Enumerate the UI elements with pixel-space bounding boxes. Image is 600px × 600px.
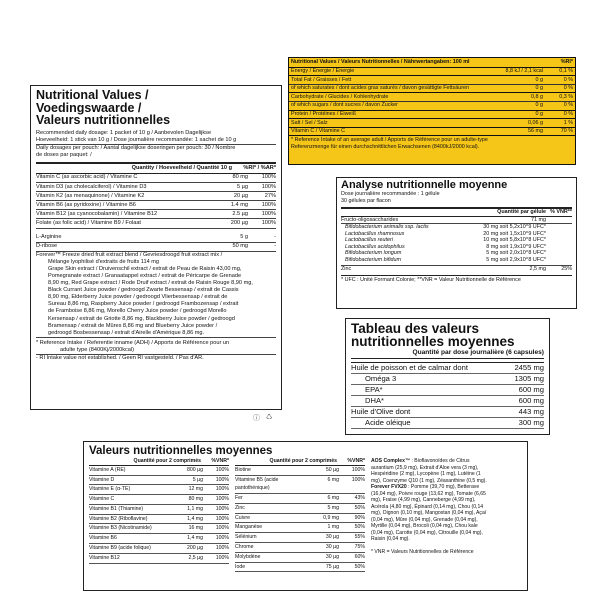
table-row: [351, 396, 544, 407]
nutrient-ri: 0,1 %: [559, 68, 573, 75]
panel-title: Tableau des valeurs nutritionnelles moyennes: [351, 321, 515, 349]
nutrient-amount: 20 µg: [233, 192, 248, 199]
nutrient-name: Sélénium: [235, 534, 257, 541]
table-row: [341, 265, 572, 273]
table-row: [36, 243, 276, 252]
nutrient-name: Fer: [235, 495, 243, 502]
dosage-text: Recommended daily dosage: 1 packet of 10 g / Aanbevolen Dagelijkse Hoeveelheid: 1 stick van 10 g / Dose journalière recommandée: 1 sachet de 10 g Daily dosages per pouch: / Aantal dagelijkse doseringen per pouch: 30 / Nombre de doses par paquet: /: [36, 130, 276, 159]
nutrition-panel-omega: [345, 318, 550, 435]
nutrient-amount: 5 mg: [327, 504, 339, 511]
nutrient-name: Vitamine B5 (acide pantothénique): [235, 476, 279, 492]
nutrition-panel-yellow: [288, 57, 576, 165]
nutrient-name: Vitamin B6 (as pyridoxine) / Vitamine B6: [36, 201, 136, 208]
nutrient-vnr: 100%: [215, 505, 229, 512]
blurb-line: mg), Coenzyme Q10 (1 mg), Zéaxanthine (0,5 mg).: [371, 477, 487, 484]
nutrient-amount: 1,4 mg: [187, 535, 203, 542]
table-row: [89, 476, 229, 486]
blurb-line: (0,04 mg), Carotte (0,04 mg), Citrouille (0,04 mg),: [371, 529, 483, 536]
nutrient-name: Vitamine B9 (acide folique): [89, 545, 151, 552]
blend-line: Grape Skin extract / Druivenschil extract / extrait de Peau de Raisin 43,00 mg,: [48, 265, 242, 272]
nutrient-ri: 0 %: [563, 85, 573, 92]
nutrition-panel-probiotic: [336, 177, 577, 309]
ingredient-name: Fructo-oligosaccharides: [341, 216, 399, 223]
nutrient-amount: 600 mg: [518, 396, 544, 405]
table-row: [351, 407, 544, 418]
dosage-text: Dose journalière recommandée : 1 gélule 30 gélules par flacon: [341, 191, 440, 204]
nutrient-ri: 100%: [261, 210, 276, 217]
table-header: Nutritional Values / Valeurs Nutritionnelles / Nährwertangaben: 100 ml %RI*: [289, 58, 575, 68]
table-row: [89, 554, 229, 564]
nutrient-amount: 0 g: [535, 76, 543, 83]
nutrient-amount: 50 mg: [232, 243, 248, 250]
nutrient-amount: 12 mg: [188, 486, 203, 493]
blurb-line: aurantium (25,9 mg), Extrait d'Aloe vera (3 mg),: [371, 464, 479, 471]
table-row: [289, 128, 575, 137]
nutrient-name: Zinc: [235, 504, 245, 511]
nutrient-ri: 100%: [261, 201, 276, 208]
nutrient-ri: 0,3 %: [559, 93, 573, 100]
blurb-line: mg), Fraise (4,99 mg), Canneberge (4,99 mg),: [371, 497, 476, 503]
blend-line: gedroogd Bosbessensap / extrait d'Airelle d'Amérique 8,86 mg.: [48, 329, 205, 336]
nutrient-name: Vitamine E (α-TE): [89, 486, 131, 493]
table-row: [289, 93, 575, 102]
nutrient-amount: 16 mg: [188, 525, 203, 532]
blurb-line: Acérola (4,80 mg), Épinard (0,14 mg), Chou (0,14: [371, 503, 484, 510]
nutrient-amount: 30 µg: [325, 553, 339, 560]
vitamin-table: Quantité pour 2 comprimés %VNR* Vitamine A (RE) 800 µg 100% Vitamine D 5 µg 100% Vitamine E (α-TE) 12 mg 100% Vitamine C 80 mg 100% Vitamine B1 (Thiamine) 1,1 mg 100% Vitamine B2 (Riboflavine) 1,4 mg 100% Vitamine B3 (Nicotinamide) 16 mg 100% Vitamine B6 1,4 mg 100% Vitamine B9 (acide folique) 200 µg 100% Vitamine B12 2,5 µg 100%: [89, 458, 229, 572]
nutrient-amount: 1305 mg: [514, 374, 544, 383]
blend-line: Forever™ Freeze dried fruit extract blend / Gevriesdroogd fruit extract mix /: [36, 251, 223, 258]
nutrient-amount: 30 µg: [325, 544, 339, 551]
table-row: [341, 217, 572, 225]
nutrient-amount: 2.5 µg: [232, 210, 248, 217]
blend-line: Kersensap / extrait de Griotte 8,86 mg, Blackberry Juice powder / gedroogd: [48, 315, 235, 322]
table-row: [289, 76, 575, 85]
nutrient-name: Huile de poisson et de calmar dont: [351, 363, 468, 372]
nutrient-vnr: 100%: [215, 525, 229, 532]
ingredient-name: Lactobacillus reuteri: [345, 237, 393, 243]
nutrient-amount: 600 mg: [518, 385, 544, 394]
table-row: [351, 418, 544, 429]
blend-line: Mélange lyophilisé d'extraits de fruits 114 mg: [48, 258, 160, 265]
nutrient-name: Vitamin B12 (as cyanocobalamin) / Vitamine B12: [36, 210, 158, 217]
panel-title: Analyse nutritionnelle moyenne: [341, 179, 508, 191]
nutrient-name: Huile d'Olive dont: [351, 407, 411, 416]
blend-line: 8,90 mg, Elderberry Juice powder / gedroogd Vlierbessensap / extrait de: [48, 294, 228, 301]
nutrient-name: Carbohydrate / Glucides / Kohlenhydrate: [291, 93, 389, 100]
nutrient-amount: 75 µg: [325, 563, 339, 570]
nutrient-name: Molybdène: [235, 553, 261, 560]
table-row: [89, 515, 229, 525]
nutrient-ri: 1 %: [563, 119, 573, 126]
nutrient-name: Vitamine B12: [89, 554, 120, 561]
nutrient-vnr: 50%: [354, 504, 365, 511]
table-row: [235, 533, 365, 543]
footnote: * Reference Intake of an average adult / Apports de Référence pour un adulte-type Referenzmenge für einen durchschnittlichen Erwachsenen (8400kJ/2000 kcal).: [291, 137, 488, 150]
nutrient-amount: 1,4 mg: [187, 515, 203, 522]
nutrient-vnr: 100%: [351, 476, 365, 483]
ingredient-name: Zinc: [341, 266, 352, 272]
blurb-line: AOS Complex™ : Bioflavonoïdes de Citrus: [371, 458, 470, 464]
blend-name: Forever FVX20: [371, 484, 407, 490]
nutrient-name: Total Fat / Graisses / Fett: [291, 76, 352, 83]
table-row: [351, 362, 544, 374]
nutrient-name: Chrome: [235, 544, 254, 551]
ingredient-vnr: 25%: [561, 266, 572, 272]
nutrient-vnr: 50%: [354, 563, 365, 570]
table-row: [289, 68, 575, 77]
table-row: [89, 544, 229, 554]
table-row: [89, 495, 229, 505]
nutrient-name: DHA*: [365, 396, 384, 405]
ingredient-amount: 30 mg soit 5,2x10^9 UFC*: [483, 224, 546, 230]
nutrient-name: Vitamin D3 (as cholecalciferol) / Vitamine D3: [36, 183, 147, 190]
blend-line: Pomegranate extract / Granaatappel extract / extrait de Péricarpe de Grenade: [48, 273, 242, 279]
nutrient-vnr: 75%: [354, 544, 365, 551]
nutrient-name: EPA*: [365, 385, 383, 394]
nutrient-name: Folate (as folic acid) / Vitamine B9 / Folaat: [36, 219, 141, 226]
nutrient-amount: 6 mg: [327, 495, 339, 502]
nutrient-name: D-ribose: [36, 243, 58, 250]
nutrient-amount: 0,9 mg: [323, 514, 339, 521]
ingredient-amount: 20 mg soit 1,5x10^9 UFC*: [483, 230, 546, 237]
blurb-line: mg), Oignon (0,10 mg), Mangostan (0,04 mg), Açaï: [371, 510, 487, 516]
nutrient-amount: 0,8 g: [531, 93, 543, 100]
nutrient-ri: 100%: [261, 183, 276, 190]
nutrient-amount: 1.4 mg: [230, 201, 248, 208]
nutrient-name: of which saturates / dont acides gras saturés / davon gesättigte Fettsäuren: [291, 85, 469, 92]
nutrient-name: Oméga 3: [365, 374, 397, 383]
nutrient-name: Vitamin C (as ascorbic acid) / Vitamine C: [36, 174, 138, 181]
reference-notes: [36, 340, 276, 362]
ingredient-name: Lactobacillus rhamnosus: [345, 230, 405, 237]
panel-subtitle: Quantité par dose journalière (6 capsules): [351, 349, 544, 359]
nutrient-name: Vitamine C: [89, 496, 115, 503]
nutrient-name: Manganèse: [235, 524, 263, 531]
ingredient-vnr: [546, 257, 572, 264]
nutrient-name: Energy / Énergie / Energie: [291, 68, 355, 75]
nutrient-name: Vitamine B2 (Riboflavine): [89, 515, 148, 522]
footnote: * UFC : Unité Formant Colonie; **VNR = Valeur Nutritionnelle de Référence: [341, 275, 572, 284]
nutrient-name: Cuivre: [235, 514, 250, 521]
ingredient-amount: 5 mg soit 2,9x10^8 UFC*: [486, 256, 546, 263]
blend-line: de Framboise 8,86 mg, Morello Cherry Juice powder / gedroogd Morello: [48, 308, 227, 315]
panel-title: Nutritional Values / Voedingswaarde / Valeurs nutritionnelles: [36, 88, 171, 127]
nutrient-amount: 2,5 µg: [188, 554, 203, 561]
table-row: [36, 234, 276, 243]
table-row: [36, 210, 276, 219]
nutrient-vnr: 55%: [354, 534, 365, 541]
note-line: - RI Intake value not established. / Geen RI vastgesteld. / Pas d'AR.: [36, 354, 276, 362]
nutrient-name: Salt / Sel / Salz: [291, 119, 328, 126]
table-row: [235, 553, 365, 563]
table-row: [235, 466, 365, 476]
blurb-line: Raisin (0,04 mg).: [371, 536, 410, 542]
nutrient-vnr: 60%: [354, 553, 365, 560]
ingredient-amount: 71 mg: [531, 216, 546, 223]
nutrient-amount: 1 mg: [327, 524, 339, 531]
info-icon: ⓘ: [253, 415, 260, 422]
table-row: [235, 476, 365, 495]
panel-title: Valeurs nutritionnelles moyennes: [89, 445, 273, 457]
nutrient-name: Biotine: [235, 466, 251, 473]
nutrient-amount: 30 µg: [325, 534, 339, 541]
nutrient-amount: 0 g: [535, 111, 543, 118]
table-row: [235, 523, 365, 533]
nutrient-amount: 5 g: [240, 234, 248, 241]
ingredient-amount: 5 mg soit 2,0x10^8 UFC*: [486, 250, 546, 256]
table-row: [235, 494, 365, 504]
table-row: [89, 505, 229, 515]
nutrient-name: Iode: [235, 563, 246, 570]
nutrient-ri: 27%: [264, 192, 276, 199]
nutrient-name: L-Arginine: [36, 234, 62, 241]
blend-line: Sureau 8,86 mg, Raspberry Juice powder / gedroogd Frambozensap / extrait: [48, 301, 239, 308]
nutrient-amount: 0 g: [535, 102, 543, 109]
nutrient-vnr: 100%: [215, 486, 229, 493]
ingredient-name: Bifidobacterium longum: [345, 250, 402, 256]
blurb-line: (16,04 mg), Poivre rouge (13,62 mg), Tomate (6,65: [371, 490, 486, 497]
blend-line: Black Currant Juice powder / gedroogd Zwarte Bessensap / extrait de Cassis: [48, 287, 239, 294]
nutrient-amount: 200 µg: [230, 219, 248, 226]
recycle-icon: ♺: [266, 414, 273, 421]
table-row: [89, 466, 229, 476]
mineral-table: Quantité pour 2 comprimés %VNR* Biotine 50 µg 100% Vitamine B5 (acide pantothénique) 6 mg 100% Fer 6 mg 43% Zinc 5 mg 50% Cuivre 0,9 mg 90% Manganèse 1 mg 50% Sélénium 30 µg 55% Chrome 30 µg 75% Molybdène 30 µg 60% Iode 75 µg 50%: [235, 458, 365, 572]
nutrient-ri: 0 %: [563, 111, 573, 118]
nutrition-panel-forever-fruit: [30, 85, 282, 410]
nutrient-amount: 5 µg: [237, 183, 248, 190]
nutrient-name: Protein / Protéines / Eiweiß: [291, 111, 357, 118]
ingredient-amount: 8 mg soit 1,9x10^9 UFC*: [486, 243, 546, 250]
nutrient-ri: 0 %: [563, 76, 573, 83]
nutrient-ri: -: [274, 243, 276, 250]
nutrient-vnr: 100%: [215, 466, 229, 473]
table-row: [36, 219, 276, 228]
nutrient-name: Vitamin K2 (as menaquinone) / Vitamine K2: [36, 192, 145, 199]
ingredient-amount: 10 mg soit 5,8x10^8 UFC*: [483, 237, 546, 243]
ingredient-vnr: [546, 217, 572, 224]
table-row: [36, 174, 276, 183]
blurb-line: Forever FVX20 : Pomme (39,70 mg), Betterave: [371, 484, 480, 490]
nutrient-amount: 80 mg: [188, 496, 203, 503]
ingredient-name: Bifidobacterium animalis ssp. lactis: [345, 224, 429, 230]
nutrient-amount: 6 mg: [327, 476, 339, 483]
nutrient-vnr: 100%: [215, 554, 229, 561]
nutrient-amount: 300 mg: [518, 418, 544, 427]
nutrient-name: of which sugars / dont sucres / davon Zucker: [291, 102, 398, 109]
table-row: [351, 374, 544, 385]
table-row: [89, 485, 229, 495]
nutrient-vnr: 100%: [215, 496, 229, 503]
nutrient-amount: 80 mg: [232, 174, 248, 181]
nutrition-panel-multivitamin: [83, 441, 528, 591]
nutrient-amount: 2455 mg: [514, 363, 544, 372]
table-header: Quantité par gélule % VNR**: [341, 207, 572, 217]
nutrient-name: Acide oléique: [365, 418, 411, 427]
nutrient-name: Vitamine B6: [89, 535, 117, 542]
nutrient-vnr: 90%: [354, 514, 365, 521]
ingredient-name: Lactobacillus acidophilus: [345, 243, 405, 250]
nutrient-amount: 8,8 kJ / 2,1 kcal: [505, 68, 543, 75]
nutrient-vnr: 100%: [215, 535, 229, 542]
blend-line: Bramensap / extrait de Mûres 8,86 mg and Blueberry Juice powder /: [48, 322, 218, 329]
note-line: * Reference Intake / Referentie inname (ADH) / Apports de Référence pour un: [36, 339, 230, 346]
nutrient-vnr: 100%: [215, 545, 229, 552]
ingredient-name: Bifidobacterium bifidum: [345, 256, 402, 263]
ingredient-blurb: AOS Complex™ : Bioflavonoïdes de Citrus aurantium (25,9 mg), Extrait d'Aloe vera (3 mg), Hespéridine (2 mg), Lycopène (1 mg), Lutéine (1 mg), Coenzyme Q10 (1 mg), Zéaxanthine (0,5 mg). Forever FVX20 : Pomme (39,70 mg), Betterave (16,04 mg), Poivre rouge (13,62 mg), Tomate (6,65 mg), Fraise (4,99 mg), Canneberge (4,99 mg), Acérola (4,80 mg), Épinard (0,14 mg), Chou (0,14 mg), Oignon (0,10 mg), Mangostan (0,04 mg), Açaï (0,04 mg), Mûre (0,04 mg), Grenade (0,04 mg), Myrtille (0,04 mg), Brocoli (0,04 mg), Chou kale (0,04 mg), Carotte (0,04 mg), Citrouille (0,04 mg), Raisin (0,04 mg). * VNR = Valeurs Nutritionnelles de Référence: [371, 458, 522, 572]
blurb-line: Hespéridine (2 mg), Lycopène (1 mg), Lutéine (1: [371, 471, 481, 477]
nutrient-amount: 5 µg: [192, 476, 203, 483]
fruit-blend-text: [36, 252, 276, 338]
table-row: [89, 524, 229, 534]
nutrient-ri: -: [274, 234, 276, 241]
nutrient-name: Vitamine A (RE): [89, 466, 126, 473]
nutrient-ri: 100%: [261, 219, 276, 226]
table-row: [235, 514, 365, 524]
nutrient-amount: 0 g: [535, 85, 543, 92]
table-row: [289, 119, 575, 128]
table-row: [36, 201, 276, 210]
nutrient-name: Vitamine B3 (Nicotinamide): [89, 525, 152, 532]
blurb-line: (0,04 mg), Mûre (0,04 mg), Grenade (0,04 mg),: [371, 516, 478, 523]
nutrient-ri: 0 %: [563, 102, 573, 109]
blend-line: 8,90 mg, Red Grape extract / Rode Druif extract / extrait de Raisin Rouge 8,90 mg,: [48, 280, 253, 287]
blurb-line: Myrtille (0,04 mg), Brocoli (0,04 mg), Chou kale: [371, 523, 478, 529]
nutrient-amount: 1,1 mg: [187, 505, 203, 512]
nutrient-amount: 56 mg: [528, 128, 543, 135]
ingredient-amount: 2,5 mg: [529, 266, 546, 272]
nutrient-vnr: 43%: [354, 495, 365, 502]
nutrient-amount: 443 mg: [518, 407, 544, 416]
table-row: [351, 385, 544, 396]
nutrient-amount: 50 µg: [325, 466, 339, 473]
table-row: [36, 192, 276, 201]
nutrient-vnr: 100%: [215, 476, 229, 483]
table-row: [289, 85, 575, 94]
table-row: [289, 102, 575, 111]
blend-name: AOS Complex™: [371, 458, 411, 464]
nutrient-vnr: 100%: [215, 515, 229, 522]
nutrient-name: Vitamine B1 (Thiamine): [89, 505, 144, 512]
table-row: [36, 183, 276, 192]
nutrient-amount: 800 µg: [187, 466, 203, 473]
nutrient-amount: 200 µg: [187, 545, 203, 552]
table-row: [235, 504, 365, 514]
table-row: [341, 257, 572, 264]
nutrient-ri: 70 %: [560, 128, 573, 135]
table-row: [235, 543, 365, 553]
table-row: [235, 563, 365, 573]
nutrient-name: Vitamine D: [89, 476, 115, 483]
nutrient-vnr: 100%: [351, 466, 365, 473]
nutrient-amount: 0,06 g: [528, 119, 543, 126]
nutrient-ri: 100%: [261, 174, 276, 181]
note-line: adulte type (8400Kj/2000kcal): [60, 346, 135, 353]
table-row: [289, 111, 575, 120]
table-header: Quantity / Hoeveelheid / Quantité 10 g %RI* / %AR*: [36, 162, 276, 174]
table-row: [89, 534, 229, 544]
nutrient-vnr: 50%: [354, 524, 365, 531]
nutrient-name: Vitamin C / Vitamine C: [291, 128, 346, 135]
